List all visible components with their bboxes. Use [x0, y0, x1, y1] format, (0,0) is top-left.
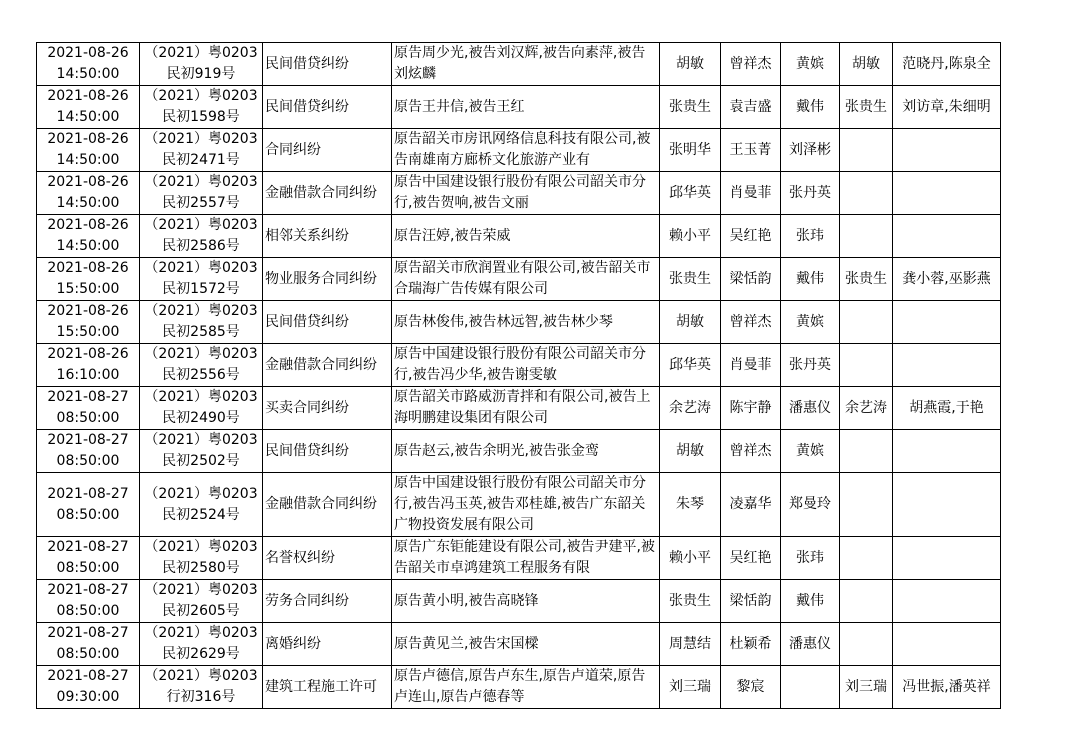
judge-cell: 张丹英	[781, 344, 840, 387]
presiding-judge-cell: 刘三瑞	[660, 666, 721, 709]
parties-cell	[392, 43, 660, 86]
table-row	[37, 537, 1001, 580]
table-row	[37, 473, 1001, 537]
case-cause-cell: 劳务合同纠纷	[263, 580, 392, 623]
hearing-time-cell: 2021-08-26 14:50:00	[37, 43, 140, 86]
case-number-cell: （2021）粤0203 民初2586号	[140, 215, 263, 258]
hearing-time-cell: 2021-08-26 14:50:00	[37, 86, 140, 129]
case-cause-cell: 金融借款合同纠纷	[263, 172, 392, 215]
judge-cell: 杜颖希	[721, 623, 781, 666]
presiding-judge-cell: 张贵生	[660, 86, 721, 129]
assistant-cell: 张贵生	[840, 86, 893, 129]
hearing-time-cell: 2021-08-26 14:50:00	[37, 172, 140, 215]
table-row	[37, 129, 1001, 172]
judge-cell: 陈宇静	[721, 387, 781, 430]
clerk-cell	[893, 623, 1001, 666]
presiding-judge-cell: 邱华英	[660, 344, 721, 387]
presiding-judge-cell: 周慧结	[660, 623, 721, 666]
hearing-time-cell: 2021-08-27 08:50:00	[37, 430, 140, 473]
table-row	[37, 43, 1001, 86]
presiding-judge-cell: 张明华	[660, 129, 721, 172]
presiding-judge-cell: 赖小平	[660, 215, 721, 258]
parties-text: 原告林俊伟,被告林远智,被告林少琴	[394, 313, 613, 330]
parties-text: 原告中国建设银行股份有限公司韶关市分行,被告冯玉英,被告邓桂雄,被告广东韶关广物投资发展有限公司	[394, 475, 646, 533]
assistant-cell: 胡敏	[840, 43, 893, 86]
case-cause-cell: 名誉权纠纷	[263, 537, 392, 580]
table-row	[37, 344, 1001, 387]
table-body	[37, 43, 1001, 709]
assistant-cell	[840, 580, 893, 623]
presiding-judge-cell: 胡敏	[660, 43, 721, 86]
presiding-judge-cell: 张贵生	[660, 580, 721, 623]
parties-text: 原告卢德信,原告卢东生,原告卢道荣,原告卢连山,原告卢德春等	[394, 668, 646, 705]
table-row	[37, 623, 1001, 666]
parties-cell	[392, 301, 660, 344]
clerk-cell: 范晓丹,陈泉全	[893, 43, 1001, 86]
assistant-cell	[840, 129, 893, 172]
case-number-cell: （2021）粤0203 民初2502号	[140, 430, 263, 473]
parties-text: 原告黄小明,被告高晓锋	[394, 592, 539, 609]
hearing-time-cell: 2021-08-27 08:50:00	[37, 580, 140, 623]
assistant-cell: 张贵生	[840, 258, 893, 301]
clerk-cell: 龚小蓉,巫影燕	[893, 258, 1001, 301]
hearing-time-cell: 2021-08-27 08:50:00	[37, 537, 140, 580]
case-number-cell: （2021）粤0203 民初2580号	[140, 537, 263, 580]
parties-cell	[392, 129, 660, 172]
hearing-time-cell: 2021-08-27 08:50:00	[37, 387, 140, 430]
assistant-cell	[840, 344, 893, 387]
judge-cell: 潘惠仪	[781, 387, 840, 430]
parties-text: 原告韶关市路威沥青拌和有限公司,被告上海明鹏建设集团有限公司	[394, 389, 651, 426]
clerk-cell	[893, 215, 1001, 258]
case-number-cell: （2021）粤0203 民初1572号	[140, 258, 263, 301]
judge-cell: 张玮	[781, 215, 840, 258]
case-cause-cell: 买卖合同纠纷	[263, 387, 392, 430]
hearing-time-cell: 2021-08-26 15:50:00	[37, 258, 140, 301]
clerk-cell	[893, 430, 1001, 473]
clerk-cell	[893, 301, 1001, 344]
clerk-cell: 胡燕霞,于艳	[893, 387, 1001, 430]
clerk-cell	[893, 537, 1001, 580]
case-number-cell: （2021）粤0203 行初316号	[140, 666, 263, 709]
parties-cell	[392, 172, 660, 215]
presiding-judge-cell: 邱华英	[660, 172, 721, 215]
judge-cell: 黄嫔	[781, 43, 840, 86]
parties-text: 原告周少光,被告刘汉辉,被告向素萍,被告刘炫麟	[394, 45, 646, 82]
hearing-time-cell: 2021-08-27 09:30:00	[37, 666, 140, 709]
judge-cell: 曾祥杰	[721, 430, 781, 473]
judge-cell: 戴伟	[781, 580, 840, 623]
case-cause-cell: 合同纠纷	[263, 129, 392, 172]
parties-cell	[392, 86, 660, 129]
table-row	[37, 430, 1001, 473]
judge-cell: 肖曼菲	[721, 344, 781, 387]
case-cause-cell: 相邻关系纠纷	[263, 215, 392, 258]
case-cause-cell: 民间借贷纠纷	[263, 301, 392, 344]
parties-cell	[392, 258, 660, 301]
hearing-time-cell: 2021-08-27 08:50:00	[37, 473, 140, 537]
case-cause-cell: 民间借贷纠纷	[263, 430, 392, 473]
case-cause-cell: 金融借款合同纠纷	[263, 344, 392, 387]
judge-cell: 戴伟	[781, 86, 840, 129]
parties-text: 原告中国建设银行股份有限公司韶关市分行,被告冯少华,被告谢雯敏	[394, 346, 646, 383]
case-number-cell: （2021）粤0203 民初2471号	[140, 129, 263, 172]
judge-cell: 郑曼玲	[781, 473, 840, 537]
case-cause-cell: 民间借贷纠纷	[263, 86, 392, 129]
judge-cell: 肖曼菲	[721, 172, 781, 215]
table-row	[37, 86, 1001, 129]
parties-cell	[392, 666, 660, 709]
judge-cell	[781, 666, 840, 709]
presiding-judge-cell: 胡敏	[660, 430, 721, 473]
presiding-judge-cell: 张贵生	[660, 258, 721, 301]
assistant-cell: 刘三瑞	[840, 666, 893, 709]
case-cause-cell: 民间借贷纠纷	[263, 43, 392, 86]
judge-cell: 黄嫔	[781, 430, 840, 473]
hearing-time-cell: 2021-08-27 08:50:00	[37, 623, 140, 666]
clerk-cell	[893, 129, 1001, 172]
assistant-cell	[840, 623, 893, 666]
assistant-cell	[840, 215, 893, 258]
judge-cell: 刘泽彬	[781, 129, 840, 172]
judge-cell: 张玮	[781, 537, 840, 580]
case-number-cell: （2021）粤0203 民初2557号	[140, 172, 263, 215]
judge-cell: 黄嫔	[781, 301, 840, 344]
clerk-cell	[893, 473, 1001, 537]
judge-cell: 潘惠仪	[781, 623, 840, 666]
judge-cell: 吴红艳	[721, 537, 781, 580]
table-row	[37, 580, 1001, 623]
case-cause-cell: 离婚纠纷	[263, 623, 392, 666]
assistant-cell	[840, 301, 893, 344]
parties-cell	[392, 215, 660, 258]
table-row	[37, 301, 1001, 344]
case-number-cell: （2021）粤0203 民初2605号	[140, 580, 263, 623]
presiding-judge-cell: 余艺涛	[660, 387, 721, 430]
table-row	[37, 387, 1001, 430]
clerk-cell	[893, 580, 1001, 623]
parties-text: 原告韶关市房讯网络信息科技有限公司,被告南雄南方廊桥文化旅游产业有	[394, 131, 651, 168]
judge-cell: 王玉菁	[721, 129, 781, 172]
parties-text: 原告汪婷,被告荣威	[394, 227, 511, 244]
case-cause-cell: 物业服务合同纠纷	[263, 258, 392, 301]
judge-cell: 曾祥杰	[721, 43, 781, 86]
hearing-time-cell: 2021-08-26 16:10:00	[37, 344, 140, 387]
judge-cell: 梁恬韵	[721, 580, 781, 623]
judge-cell: 曾祥杰	[721, 301, 781, 344]
judge-cell: 梁恬韵	[721, 258, 781, 301]
assistant-cell	[840, 172, 893, 215]
case-number-cell: （2021）粤0203 民初2556号	[140, 344, 263, 387]
parties-text: 原告王井信,被告王红	[394, 98, 525, 115]
judge-cell: 凌嘉华	[721, 473, 781, 537]
table-row	[37, 666, 1001, 709]
case-number-cell: （2021）粤0203 民初919号	[140, 43, 263, 86]
clerk-cell	[893, 344, 1001, 387]
parties-cell	[392, 623, 660, 666]
table-row	[37, 172, 1001, 215]
judge-cell: 戴伟	[781, 258, 840, 301]
case-number-cell: （2021）粤0203 民初2629号	[140, 623, 263, 666]
case-number-cell: （2021）粤0203 民初1598号	[140, 86, 263, 129]
parties-text: 原告赵云,被告余明光,被告张金鸾	[394, 442, 599, 459]
parties-cell	[392, 537, 660, 580]
assistant-cell: 余艺涛	[840, 387, 893, 430]
case-number-cell: （2021）粤0203 民初2524号	[140, 473, 263, 537]
judge-cell: 张丹英	[781, 172, 840, 215]
clerk-cell: 冯世振,潘英祥	[893, 666, 1001, 709]
parties-text: 原告中国建设银行股份有限公司韶关市分行,被告贺响,被告文丽	[394, 174, 646, 211]
clerk-cell	[893, 172, 1001, 215]
case-cause-cell: 金融借款合同纠纷	[263, 473, 392, 537]
parties-text: 原告广东钜能建设有限公司,被告尹建平,被告韶关市卓鸿建筑工程服务有限	[394, 539, 655, 576]
hearing-time-cell: 2021-08-26 14:50:00	[37, 129, 140, 172]
hearing-time-cell: 2021-08-26 15:50:00	[37, 301, 140, 344]
case-cause-cell: 建筑工程施工许可	[263, 666, 392, 709]
parties-cell	[392, 473, 660, 537]
hearing-time-cell: 2021-08-26 14:50:00	[37, 215, 140, 258]
assistant-cell	[840, 473, 893, 537]
table-row	[37, 215, 1001, 258]
parties-text: 原告韶关市欣润置业有限公司,被告韶关市合瑞海广告传媒有限公司	[394, 260, 651, 297]
parties-cell	[392, 580, 660, 623]
parties-text: 原告黄见兰,被告宋国樑	[394, 635, 539, 652]
hearing-schedule-table	[36, 42, 1001, 709]
judge-cell: 黎宸	[721, 666, 781, 709]
judge-cell: 吴红艳	[721, 215, 781, 258]
parties-cell	[392, 387, 660, 430]
parties-cell	[392, 344, 660, 387]
judge-cell: 袁吉盛	[721, 86, 781, 129]
table-row	[37, 258, 1001, 301]
clerk-cell: 刘访章,朱细明	[893, 86, 1001, 129]
presiding-judge-cell: 朱琴	[660, 473, 721, 537]
case-number-cell: （2021）粤0203 民初2490号	[140, 387, 263, 430]
assistant-cell	[840, 430, 893, 473]
parties-cell	[392, 430, 660, 473]
presiding-judge-cell: 赖小平	[660, 537, 721, 580]
assistant-cell	[840, 537, 893, 580]
case-number-cell: （2021）粤0203 民初2585号	[140, 301, 263, 344]
presiding-judge-cell: 胡敏	[660, 301, 721, 344]
